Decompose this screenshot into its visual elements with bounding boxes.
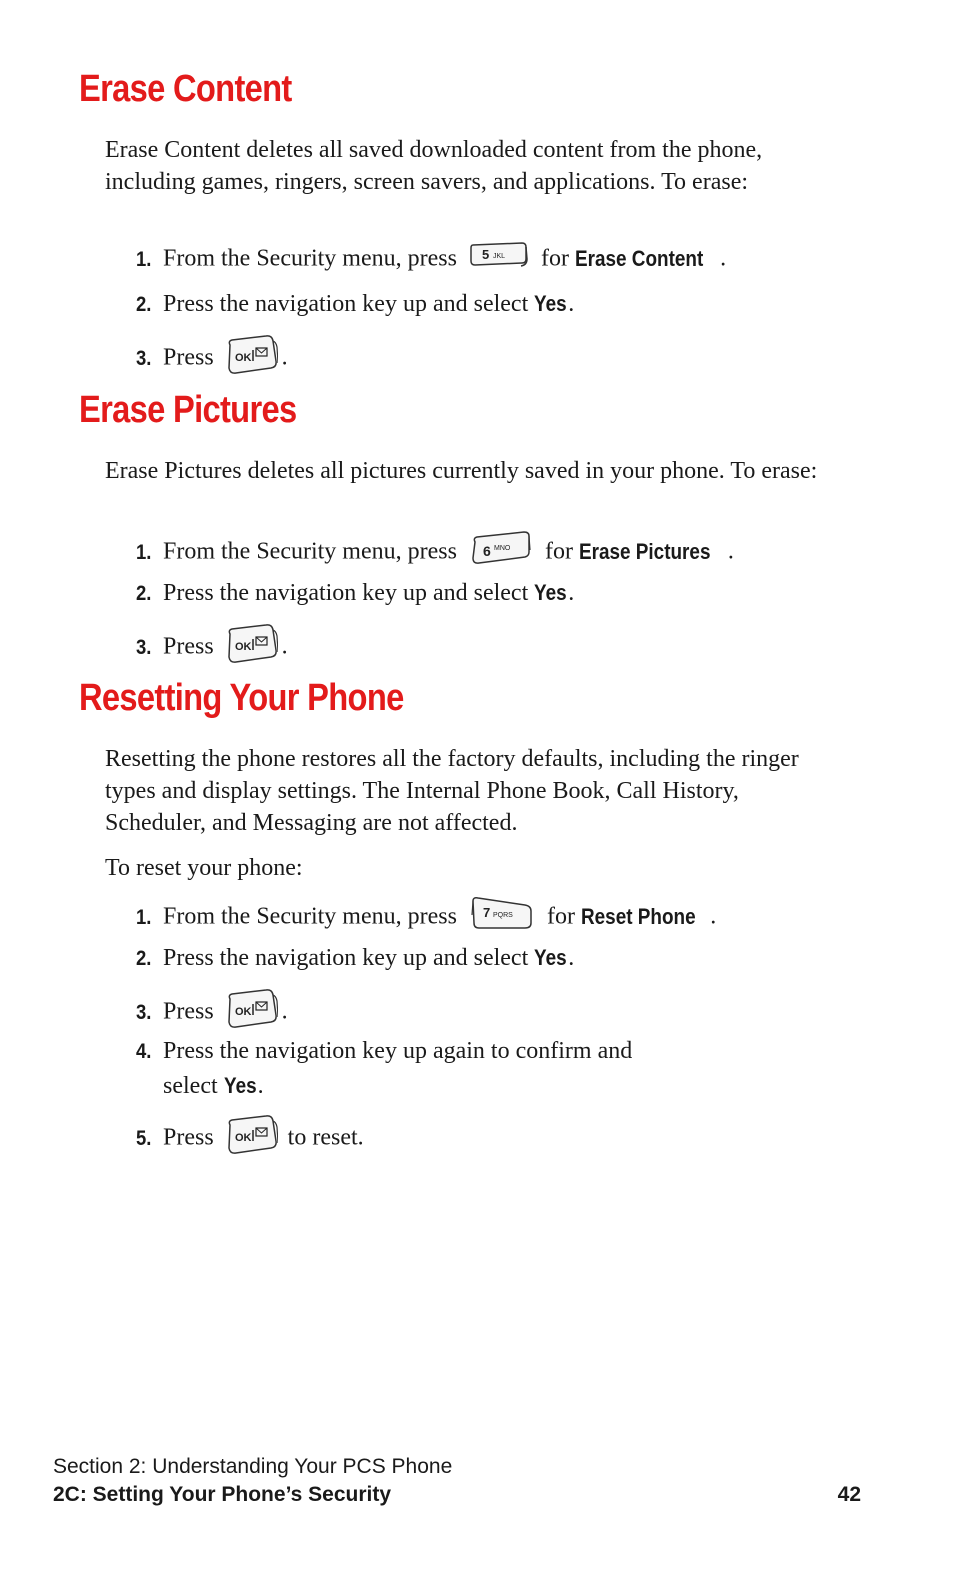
- erase-content-step-1: 1. From the Security menu, press 5 JKL for Erase Content .: [136, 241, 726, 279]
- step-number: 2.: [136, 293, 152, 316]
- step-number: 1.: [136, 247, 152, 271]
- step-number: 3.: [136, 1000, 152, 1024]
- heading-erase-pictures: Erase Pictures: [79, 389, 297, 431]
- ok-key-icon: [222, 333, 278, 385]
- key-letters: PQRS: [492, 912, 513, 919]
- step-text: Press: [163, 633, 214, 660]
- step-text: for: [540, 245, 569, 272]
- ok-key-label: OK: [234, 352, 252, 364]
- heading-erase-content: Erase Content: [79, 68, 292, 110]
- resetting-step-3: 3. Press OK .: [136, 987, 288, 1039]
- step-number: 4.: [136, 1040, 152, 1063]
- erase-content-description: Erase Content deletes all saved downloaded content from the phone, including games, ringers, screen savers, and applications. To erase:: [105, 137, 763, 195]
- step-text: select: [163, 1073, 218, 1099]
- 6-mno-key-icon: [469, 530, 533, 576]
- key-digit: 6: [482, 543, 491, 559]
- erase-pictures-step-2: 2. Press the navigation key up and select Yes.: [136, 576, 574, 611]
- resetting-intro: To reset your phone:: [105, 855, 303, 881]
- option-yes: Yes: [223, 1073, 257, 1098]
- ok-key-icon: [222, 1113, 278, 1165]
- step-number: 2.: [136, 947, 152, 970]
- step-number: 2.: [136, 582, 152, 605]
- option-yes: Yes: [534, 945, 567, 970]
- key-letters: MNO: [493, 545, 511, 552]
- step-text: Press: [163, 1124, 214, 1151]
- key-digit: 5: [481, 247, 490, 262]
- option-yes: Yes: [534, 580, 567, 605]
- resetting-step-2: 2. Press the navigation key up and select Yes.: [136, 941, 574, 976]
- step-text: Press the navigation key up and select: [163, 291, 529, 317]
- step-text: for: [544, 538, 573, 565]
- resetting-step-4: 4. Press the navigation key up again to confirm and select Yes.: [136, 1034, 632, 1103]
- erase-pictures-step-3: 3. Press OK .: [136, 622, 288, 674]
- erase-content-step-2: 2. Press the navigation key up and select Yes.: [136, 287, 574, 322]
- step-text: From the Security menu, press: [163, 538, 457, 565]
- ok-key-label: OK: [234, 1132, 252, 1144]
- ok-key-label: OK: [234, 641, 252, 653]
- ok-key-label: OK: [234, 1006, 252, 1018]
- option-yes: Yes: [534, 291, 567, 316]
- menu-option-erase-content: Erase Content: [574, 245, 704, 271]
- step-text: for: [546, 903, 575, 930]
- footer-chapter-title: 2C: Setting Your Phone’s Security: [53, 1483, 392, 1506]
- step-text: From the Security menu, press: [163, 903, 457, 930]
- 5-jkl-key-icon: [469, 241, 529, 279]
- step-number: 3.: [136, 346, 152, 370]
- step-text: Press the navigation key up again to confirm and: [163, 1038, 633, 1064]
- resetting-step-1: 1. From the Security menu, press 7 PQRS for Reset Phone .: [136, 895, 716, 941]
- key-letters: JKL: [492, 253, 506, 260]
- page-number: 42: [837, 1483, 861, 1506]
- footer-chapter-row: [53, 1483, 861, 1507]
- step-text: Press the navigation key up and select: [163, 945, 529, 971]
- step-text: Press the navigation key up and select: [163, 580, 529, 606]
- heading-resetting-your-phone: Resetting Your Phone: [79, 677, 404, 719]
- menu-option-erase-pictures: Erase Pictures: [578, 538, 711, 564]
- footer-section-title: Section 2: Understanding Your PCS Phone: [53, 1455, 453, 1478]
- key-digit: 7: [482, 905, 491, 920]
- erase-content-step-3: 3. Press OK .: [136, 333, 288, 385]
- step-number: 5.: [136, 1126, 152, 1150]
- page-footer: [53, 1455, 861, 1507]
- step-number: 1.: [136, 540, 152, 564]
- resetting-description: Resetting the phone restores all the factory defaults, including the ringer types and display settings. The Internal Phone Book, Call History, Scheduler, and Messaging are not affected.: [105, 746, 799, 836]
- step-text: From the Security menu, press: [163, 245, 457, 272]
- step-text: Press: [163, 344, 214, 371]
- erase-pictures-step-1: 1. From the Security menu, press 6 MNO for Erase Pictures .: [136, 530, 734, 576]
- step-number: 3.: [136, 635, 152, 659]
- step-number: 1.: [136, 905, 152, 929]
- menu-option-reset-phone: Reset Phone: [580, 903, 696, 929]
- ok-key-icon: [222, 622, 278, 674]
- step-text: Press: [163, 998, 214, 1025]
- erase-pictures-description: Erase Pictures deletes all pictures currently saved in your phone. To erase:: [105, 458, 818, 484]
- 7-pqrs-key-icon: [469, 895, 535, 941]
- ok-key-icon: [222, 987, 278, 1039]
- resetting-step-5: 5. Press OK to reset.: [136, 1113, 364, 1165]
